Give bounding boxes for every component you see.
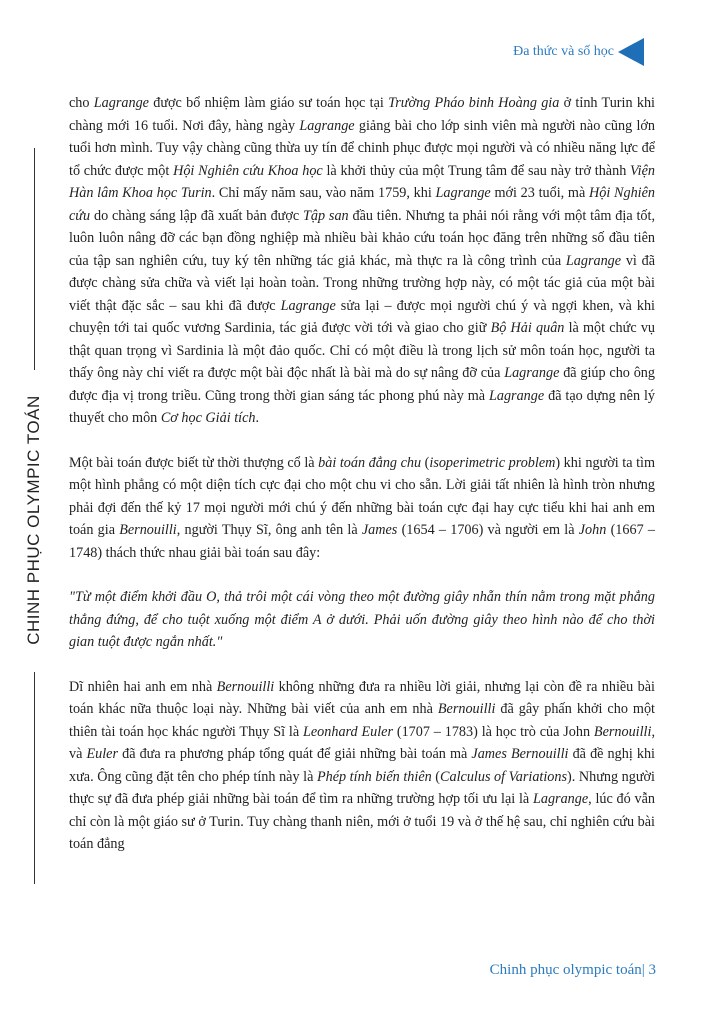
italic-run: James [361, 522, 398, 538]
text-run: "Từ một điểm khởi đầu O, thả trôi một cái vòng theo một đường giây nhẵn thín nằm trong mặt phẳng thẳng đứng, để cho tuột xuống một điểm A ở dưới. Phải uốn đường giây theo hình nào để cho thời gian tuột được ngắn nhất." [69, 589, 655, 650]
italic-run: Lagrange [299, 117, 355, 134]
italic-run: James Bernouilli [471, 746, 569, 762]
side-book-label: CHINH PHỤC OLYMPIC TOÁN [24, 395, 43, 645]
italic-run: Bernouilli [593, 723, 652, 740]
text-run: cho [69, 95, 94, 111]
text-run: do chàng sáng lập đã xuất bản được [90, 207, 303, 224]
italic-run: Bộ Hải quân [490, 320, 565, 336]
text-run: Một bài toán được biết từ thời thượng cổ là [69, 454, 319, 471]
italic-run: Bernouilli [216, 678, 275, 695]
text-run: đã đưa ra phương pháp tổng quát để giải những bài toán mà [118, 746, 472, 762]
text-run: ở tỉnh Turin khi chàng mới 16 tuổi. Nơi đây, hàng ngày [69, 95, 655, 134]
italic-run: Bernouilli [437, 701, 496, 717]
text-run: mới 23 tuổi, mà [490, 185, 589, 201]
text-run: Dĩ nhiên hai anh em nhà [69, 678, 217, 695]
footer-title: Chinh phục olympic toán [489, 962, 642, 978]
body-text [69, 92, 655, 856]
italic-run: Calculus of Variations [440, 768, 568, 785]
italic-run: Lagrange [280, 297, 336, 314]
italic-run: Lagrange [488, 387, 545, 404]
text-run: (1707 – 1783) là học trò của John [393, 723, 594, 740]
italic-run: Lagrange [93, 95, 149, 111]
paragraph-isoperimetric-problem [69, 452, 655, 565]
italic-run: Bernouilli [119, 522, 177, 538]
text-run: vì đã được chàng sửa chữa và viết lại hoàn toàn. Trong những trường hợp này, có một tác giả của một bài viết thật đặc sắc – sau khi đã được [69, 252, 655, 314]
text-run: , lúc đó vẫn chỉ còn là một giáo sư ở Turin. Tuy chàng thanh niên, mới ở tuổi 19 và ở thế hệ sau, chỉ nghiên cứu bài toán đẳng [69, 791, 655, 852]
page-footer [490, 962, 656, 979]
text-run: không những đưa ra nhiều lời giải, nhưng lại còn đề ra nhiều bài toán khác nữa thuộc loại này. Những bài viết của anh em nhà [69, 678, 656, 717]
text-run: đầu tiên. Nhưng ta phải nói rằng với một tâm địa tốt, luôn luôn nâng đỡ các bạn đồng nghiệp mà nhiều bài khảo cứu toán học đăng trên những số đầu tiên của tập san nghiên cứu, tuy ký tên những tác giả khác, mà thực ra là công trình của [69, 207, 655, 269]
italic-run: Lagrange [504, 365, 560, 381]
text-run: , và [69, 723, 655, 762]
text-run: giảng bài cho lớp sinh viên mà người nào cũng lớn tuổi hơn mình. Tuy vậy chàng cũng thừa uy tín để chinh phục được mọi người và có nhiều năng lực để tổ chức được một [69, 117, 655, 179]
text-run: đã gây phấn khởi cho một thiên tài toán học khác người Thụy Sĩ là [69, 701, 655, 740]
text-run: là khởi thủy của một Trung tâm để sau này trở thành [322, 162, 631, 179]
text-run: đã tạo dựng nên lý thuyết cho môn [69, 387, 655, 426]
italic-run: Leonhard Euler [302, 723, 393, 740]
italic-run: Lagrange [435, 185, 491, 201]
text-run: đã đề nghị khi xưa. Ông cũng đặt tên cho phép tính này là [69, 746, 655, 785]
italic-run: Tập san [303, 207, 349, 224]
text-run: ( [421, 454, 430, 471]
italic-run: Viện Hàn lâm Khoa học Turin [69, 162, 655, 201]
italic-run: Euler [86, 746, 119, 762]
text-run: ( [431, 768, 441, 785]
text-run: được bổ nhiệm làm giáo sư toán học tại [148, 95, 389, 111]
text-run: . [255, 410, 260, 426]
italic-run: Trường Pháo binh Hoàng gia [388, 95, 560, 111]
italic-run: Lagrange [565, 252, 622, 269]
page-number: 3 [648, 962, 656, 978]
italic-run: isoperimetric problem [429, 454, 556, 471]
italic-run: Hội Nghiên cứu Khoa học [173, 162, 323, 179]
text-run: sửa lại – được mọi người chú ý và ngợi khen, và khi chuyện tới tai quốc vương Sardinia, tác giả được vời tới và giao cho giữ [69, 297, 655, 336]
side-divider-top [34, 148, 35, 370]
side-divider-bottom [34, 672, 35, 884]
text-run: (1654 – 1706) và người em là [397, 522, 579, 538]
running-header-title: Đa thức và số học [513, 44, 614, 59]
paragraph-quoted-problem [69, 586, 655, 654]
text-run: . Chỉ mấy năm sau, vào năm 1759, khi [211, 185, 436, 201]
italic-run: Lagrange [532, 791, 589, 807]
italic-run: bài toán đẳng chu [318, 454, 422, 471]
text-run: ). Nhưng người thực sự đã đưa phép giải những bài toán để tìm ra những trường hợp tối ưu lại là [69, 768, 655, 807]
text-run: đã giúp cho ông được địa vị trong triều. Cũng trong thời gian sáng tác phong phú này mà [69, 365, 655, 404]
italic-run: Phép tính biến thiên [316, 768, 432, 785]
italic-run: John [578, 522, 607, 538]
text-run: ) khi người ta tìm một hình phẳng có một diện tích cực đại cho một chu vi cho sẵn. Lời giải tất nhiên là hình tròn nhưng phải đợi đến thế kỷ 17 mọi người mới chú ý đến những bài toán cực đại hay cực tiểu khi hai anh em toán gia [69, 454, 655, 538]
text-run: , người Thụy Sĩ, ông anh tên là [176, 522, 362, 538]
paragraph-calculus-of-variations [69, 676, 655, 856]
italic-run: Hội Nghiên cứu [69, 185, 655, 224]
header-triangle-decoration [618, 38, 644, 66]
italic-run: Cơ học Giải tích [160, 410, 256, 426]
footer-separator: | [641, 962, 645, 978]
text-run: là một chức vụ thật quan trọng vì Sardinia là một đảo quốc. Chỉ có một điều là trong lịch sử môn toán học, người ta thấy ông này chỉ viết ra được một bài độc nhất là bài mà do sự nâng đỡ của [69, 320, 656, 381]
paragraph-lagrange-career [69, 92, 655, 430]
text-run: (1667 – 1748) thách thức nhau giải bài toán sau đây: [69, 522, 655, 561]
